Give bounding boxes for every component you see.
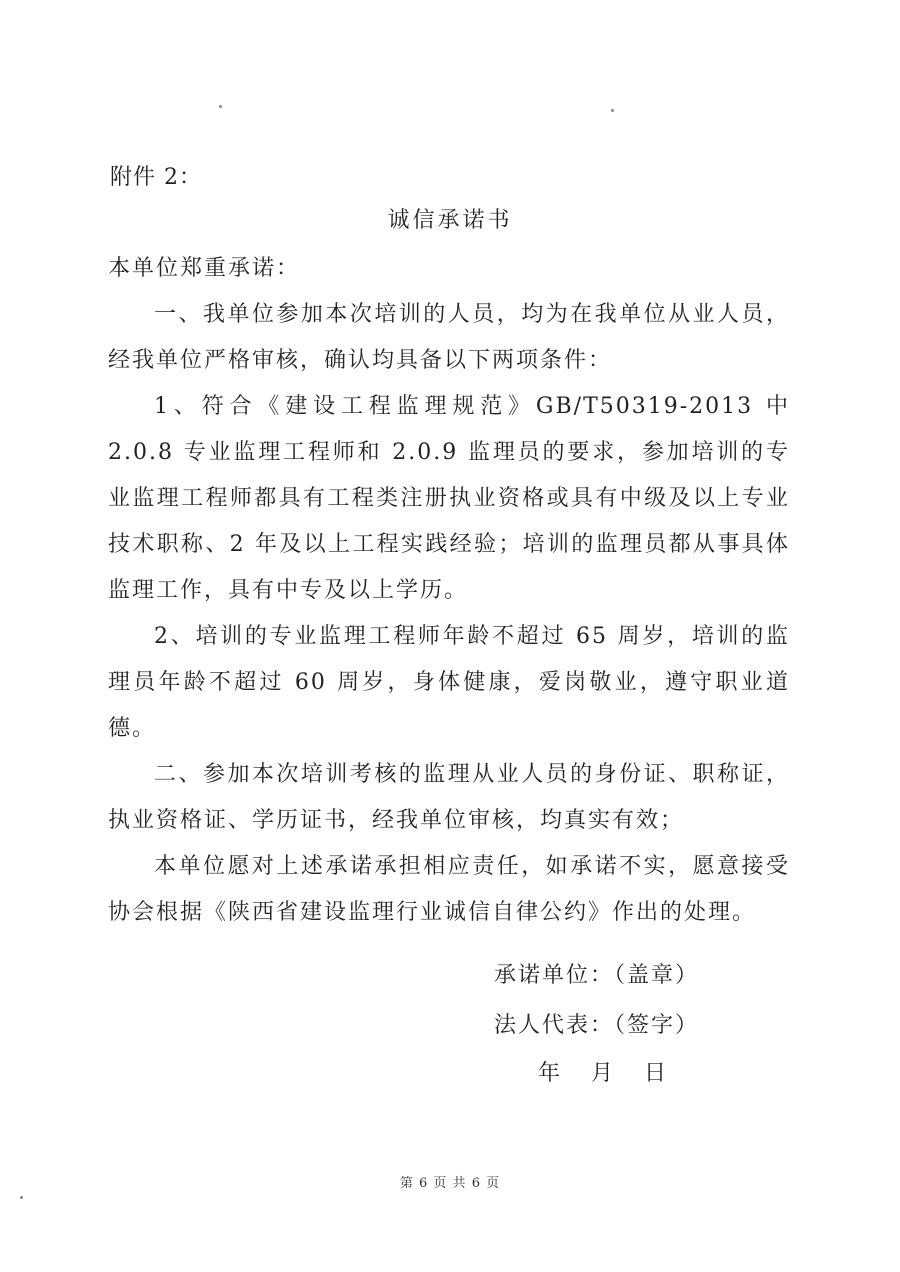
- signature-date: 年 月 日: [538, 1061, 668, 1086]
- paragraph-condition-2: 2、培训的专业监理工程师年龄不超过 65 周岁，培训的监理员年龄不超过 60 周岁，身体健康，爱岗敬业，遵守职业道德。: [108, 624, 790, 741]
- document-title: 诚信承诺书: [387, 208, 513, 233]
- page-number-footer: 第 6 页 共 6 页: [399, 1176, 501, 1191]
- paragraph-commitment-1: 一、我单位参加本次培训的人员，均为在我单位从业人员，经我单位严格审核，确认均具备以下两项条件：: [108, 302, 790, 373]
- paragraph-commitment-2: 二、参加本次培训考核的监理从业人员的身份证、职称证，执业资格证、学历证书，经我单位审核，均真实有效；: [108, 762, 790, 833]
- intro-line: 本单位郑重承诺：: [108, 256, 301, 281]
- signature-representative: 法人代表：（签字）: [494, 1013, 700, 1038]
- paragraph-condition-1: 1、符合《建设工程监理规范》GB/T50319-2013 中 2.0.8 专业监理工程师和 2.0.9 监理员的要求，参加培训的专业监理工程师都具有工程类注册执业资格或具有中级及以上专业技术职称、2 年及以上工程实践经验；培训的监理员都从事具体监理工作，具有中专及以上学历。: [108, 394, 790, 603]
- paragraph-responsibility: 本单位愿对上述承诺承担相应责任，如承诺不实，愿意接受协会根据《陕西省建设监理行业诚信自律公约》作出的处理。: [108, 854, 790, 925]
- scan-speck: [611, 109, 614, 112]
- scan-speck: [219, 105, 222, 108]
- document-body: [108, 246, 790, 936]
- scan-speck: [20, 1196, 23, 1199]
- signature-unit: 承诺单位：（盖章）: [494, 963, 700, 988]
- attachment-label: 附件 2：: [110, 165, 202, 190]
